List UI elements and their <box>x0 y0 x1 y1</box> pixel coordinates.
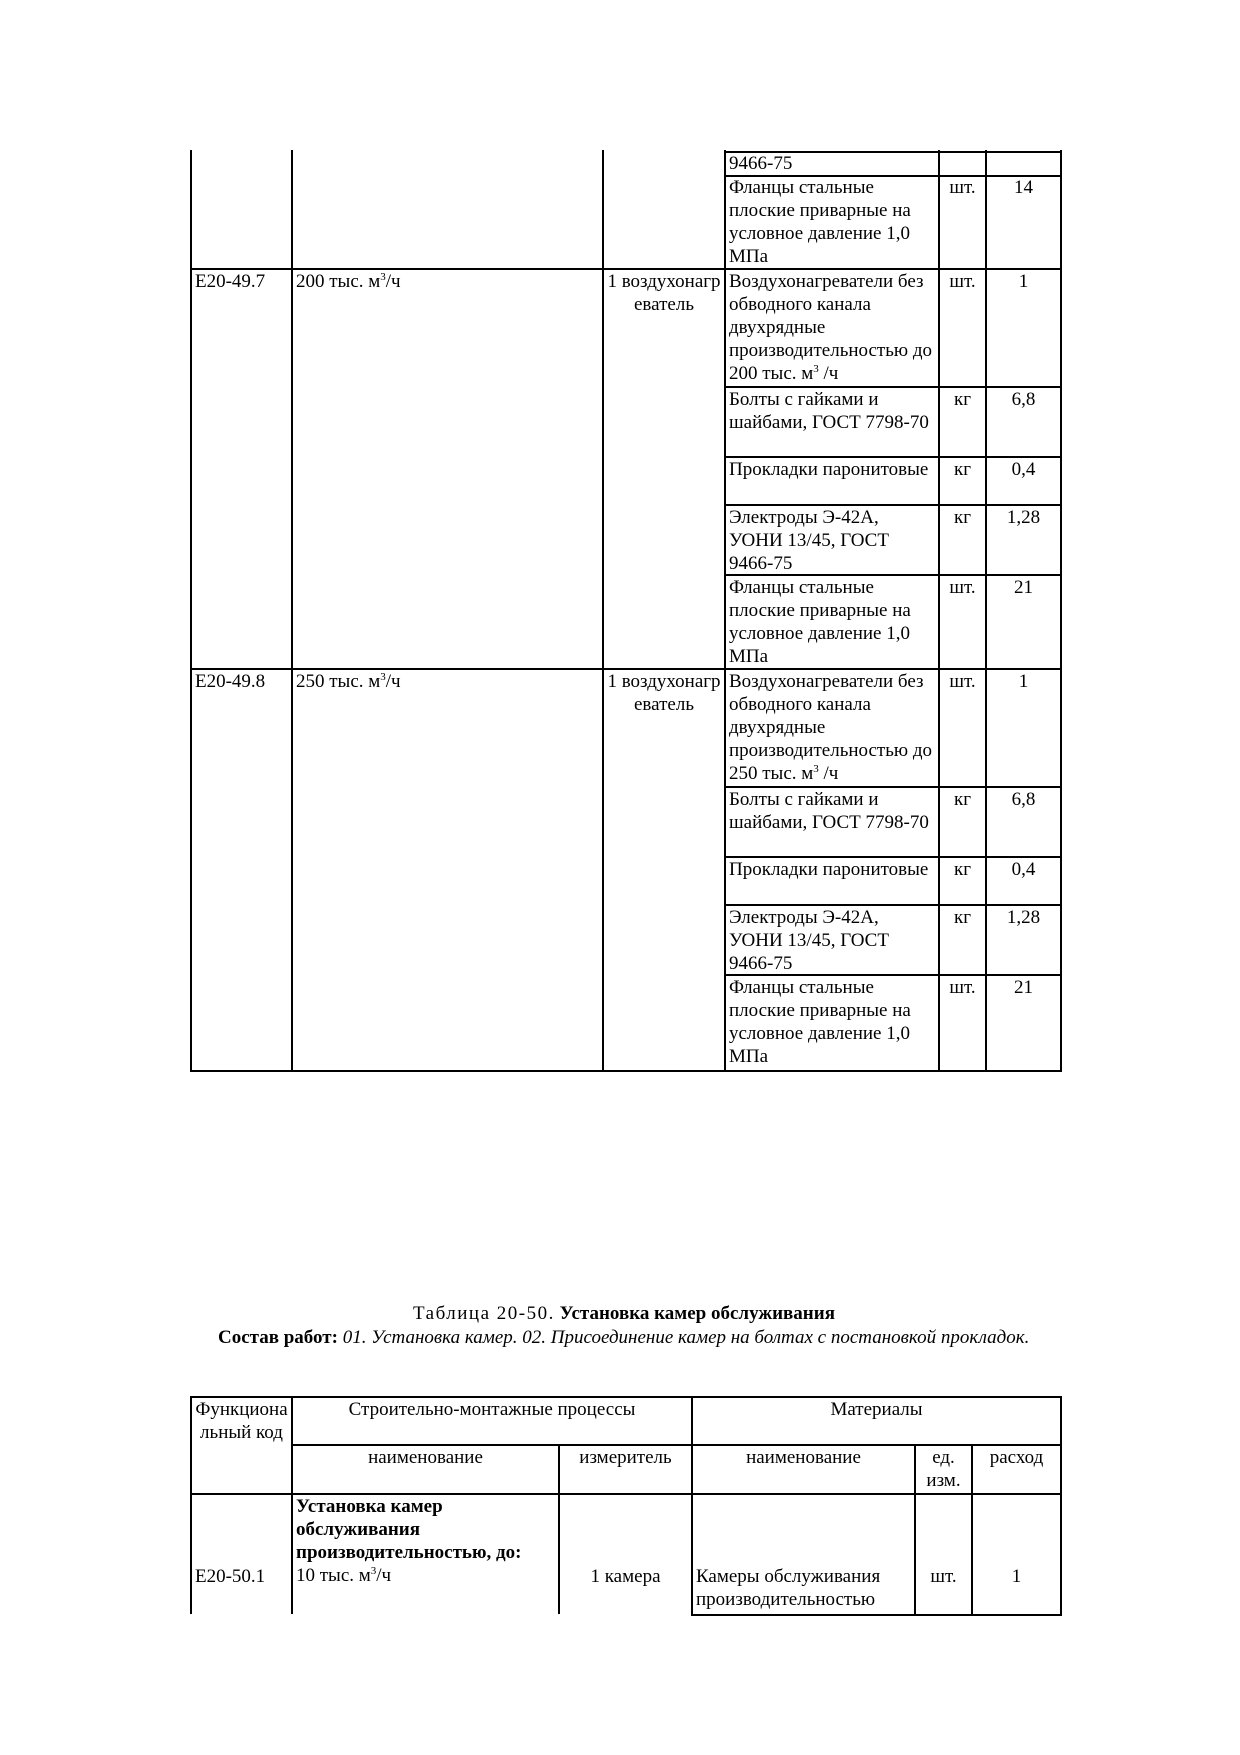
material-unit: шт. <box>949 177 976 198</box>
row-heading: Установка камер обслуживания производительностью, до: <box>296 1496 522 1563</box>
material-unit: кг <box>953 789 972 810</box>
material-name: Электроды Э-42А, УОНИ 13/45, ГОСТ 9466-75 <box>729 507 889 574</box>
process-meter: 1 воздухонагреватель <box>607 271 721 315</box>
process-meter: 1 камера <box>590 1566 661 1587</box>
material-unit: кг <box>953 907 972 928</box>
material-qty: 21 <box>1014 577 1033 598</box>
rule <box>190 150 192 1071</box>
material-name: Болты с гайками и шайбами, ГОСТ 7798-70 <box>729 789 929 833</box>
rule <box>558 1444 560 1614</box>
material-qty: 1 <box>1018 271 1029 292</box>
material-qty: 1 <box>1018 671 1029 692</box>
rule <box>1060 150 1062 1071</box>
rule <box>724 150 726 1071</box>
table-label: Таблица 20-50. <box>413 1303 555 1324</box>
material-name: Воздухонагреватели без обводного канала двухрядные производительностью до 200 тыс. $м^3$ /ч <box>729 271 933 384</box>
material-name: Фланцы стальные плоские приварные на условное давление 1,0 МПа <box>729 977 911 1067</box>
material-name: Болты с гайками и шайбами, ГОСТ 7798-70 <box>729 389 929 433</box>
work-text: 01. Установка камер. 02. Присоединение камер на болтах с постановкой прокладок. <box>342 1327 1030 1348</box>
header-process-meter: измеритель <box>579 1447 672 1468</box>
material-qty: 14 <box>1014 177 1033 198</box>
material-name: Фланцы стальные плоские приварные на условное давление 1,0 МПа <box>729 577 911 667</box>
work-label: Состав работ: <box>218 1327 338 1348</box>
material-qty: 0,4 <box>1011 859 1036 880</box>
material-unit: кг <box>953 507 972 528</box>
material-unit: шт. <box>949 577 976 598</box>
material-unit: шт. <box>949 977 976 998</box>
rule <box>291 1396 293 1614</box>
function-code: Е20-50.1 <box>195 1566 266 1587</box>
rule <box>691 1614 1062 1616</box>
process-name: 250 тыс. $м^3/ч$ <box>296 671 401 692</box>
material-name: 9466-75 <box>729 153 793 174</box>
header-processes: Строительно-монтажные процессы <box>348 1399 636 1420</box>
material-unit: кг <box>953 459 972 480</box>
header-material-unit: ед. изм. <box>926 1447 961 1491</box>
rule <box>691 1396 693 1615</box>
header-process-name: наименование <box>368 1447 483 1468</box>
material-unit: шт. <box>949 271 976 292</box>
material-qty: 21 <box>1014 977 1033 998</box>
header-materials: Материалы <box>830 1399 923 1420</box>
material-qty: 1 <box>1011 1566 1022 1587</box>
work-composition <box>188 1326 1060 1349</box>
material-qty: 1,28 <box>1006 907 1041 928</box>
material-qty: 6,8 <box>1011 789 1036 810</box>
material-name: Воздухонагреватели без обводного канала двухрядные производительностью до 250 тыс. $м^3$ /ч <box>729 671 933 784</box>
material-qty: 6,8 <box>1011 389 1036 410</box>
rule <box>291 150 293 1071</box>
material-name: Прокладки паронитовые <box>729 859 929 880</box>
function-code: Е20-49.7 <box>195 271 266 292</box>
rule <box>1060 1396 1062 1615</box>
process-name: 200 тыс. $м^3/ч$ <box>296 271 401 292</box>
material-unit: шт. <box>949 671 976 692</box>
header-material-name: наименование <box>746 1447 861 1468</box>
material-unit: кг <box>953 859 972 880</box>
material-name: Прокладки паронитовые <box>729 459 929 480</box>
rule <box>190 1070 1062 1072</box>
material-qty: 0,4 <box>1011 459 1036 480</box>
rule <box>971 1444 973 1615</box>
material-unit: шт. <box>930 1566 957 1587</box>
material-name: Камеры обслуживания производительностью <box>696 1566 881 1610</box>
material-name: Электроды Э-42А, УОНИ 13/45, ГОСТ 9466-75 <box>729 907 889 974</box>
material-name: Фланцы стальные плоские приварные на условное давление 1,0 МПа <box>729 177 911 267</box>
material-qty: 1,28 <box>1006 507 1041 528</box>
process-name: 10 тыс. $м^3/ч$ <box>296 1565 392 1586</box>
header-function-code: Функциональный код <box>195 1399 288 1443</box>
header-material-qty: расход <box>989 1447 1044 1468</box>
table-caption <box>188 1302 1060 1325</box>
table-title: Установка камер обслуживания <box>559 1303 835 1324</box>
process-meter: 1 воздухонагреватель <box>607 671 721 715</box>
function-code: Е20-49.8 <box>195 671 266 692</box>
material-unit: кг <box>953 389 972 410</box>
